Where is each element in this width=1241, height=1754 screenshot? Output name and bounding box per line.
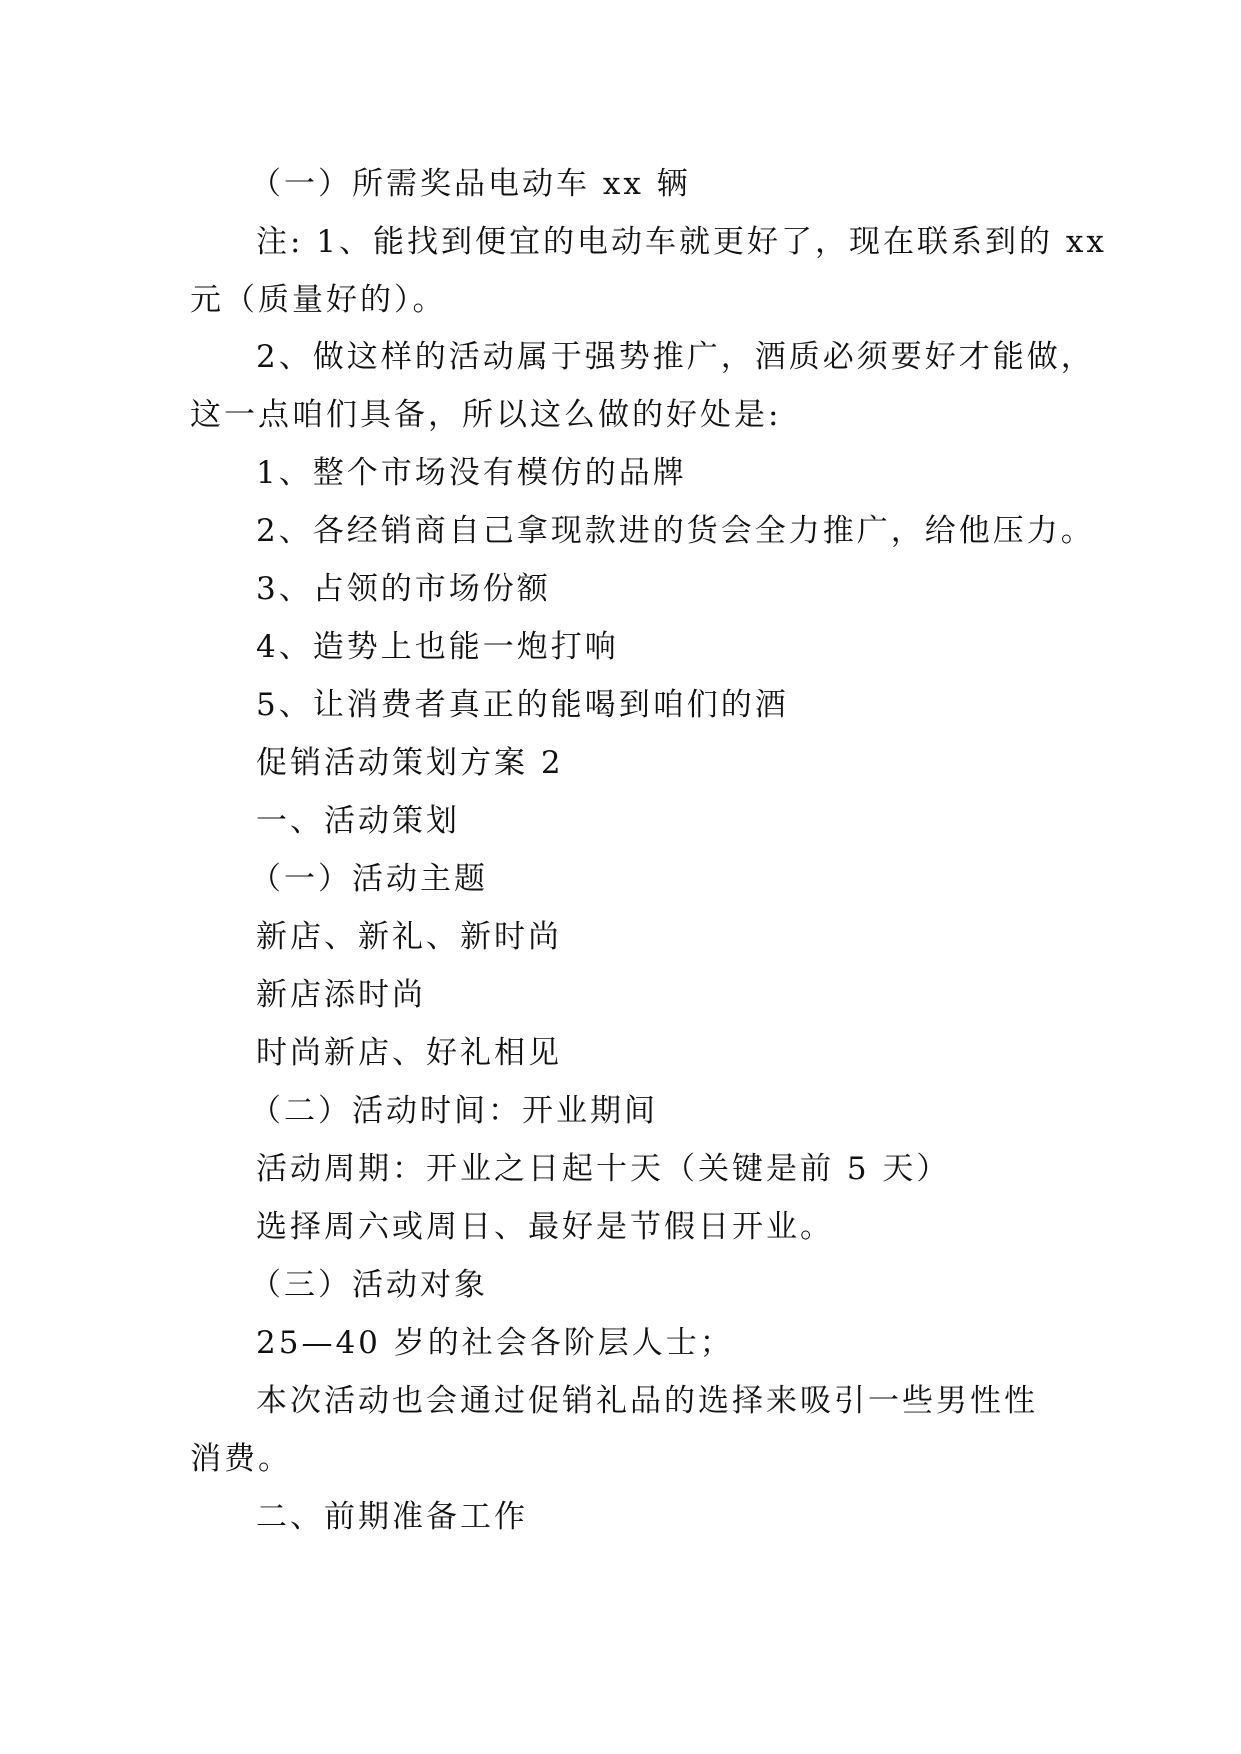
subsection-heading: （二）活动时间：开业期间 bbox=[250, 1093, 658, 1129]
text-line: 这一点咱们具备，所以这么做的好处是: bbox=[190, 397, 782, 433]
text-line: 注: 1、能找到便宜的电动车就更好了，现在联系到的 xx bbox=[256, 224, 1107, 260]
text-line: 25—40 岁的社会各阶层人士； bbox=[256, 1325, 734, 1361]
text-line: 3、占领的市场份额 bbox=[256, 571, 551, 607]
subsection-heading: （一）活动主题 bbox=[250, 861, 488, 897]
text-line: 2、做这样的活动属于强势推广，酒质必须要好才能做， bbox=[256, 339, 1095, 375]
section-heading: 一、活动策划 bbox=[256, 803, 460, 839]
text-line: 4、造势上也能一炮打响 bbox=[256, 629, 619, 665]
subsection-heading: （三）活动对象 bbox=[250, 1267, 488, 1303]
section-title: 促销活动策划方案 2 bbox=[256, 745, 564, 781]
text-line: （一）所需奖品电动车 xx 辆 bbox=[250, 166, 691, 202]
text-line: 时尚新店、好礼相见 bbox=[256, 1035, 562, 1071]
text-line: 选择周六或周日、最好是节假日开业。 bbox=[256, 1209, 834, 1245]
text-line: 活动周期：开业之日起十天（关键是前 5 天） bbox=[256, 1151, 951, 1187]
text-line: 5、让消费者真正的能喝到咱们的酒 bbox=[256, 687, 789, 723]
text-line: 元（质量好的）。 bbox=[190, 282, 447, 318]
text-line: 新店、新礼、新时尚 bbox=[256, 919, 562, 955]
text-line: 2、各经销商自己拿现款进的货会全力推广，给他压力。 bbox=[256, 513, 1095, 549]
section-heading: 二、前期准备工作 bbox=[256, 1499, 528, 1535]
text-line: 新店添时尚 bbox=[256, 977, 426, 1013]
text-line: 本次活动也会通过促销礼品的选择来吸引一些男性性 bbox=[256, 1383, 1038, 1419]
text-line: 消费。 bbox=[190, 1441, 292, 1477]
text-line: 1、整个市场没有模仿的品牌 bbox=[256, 455, 687, 491]
